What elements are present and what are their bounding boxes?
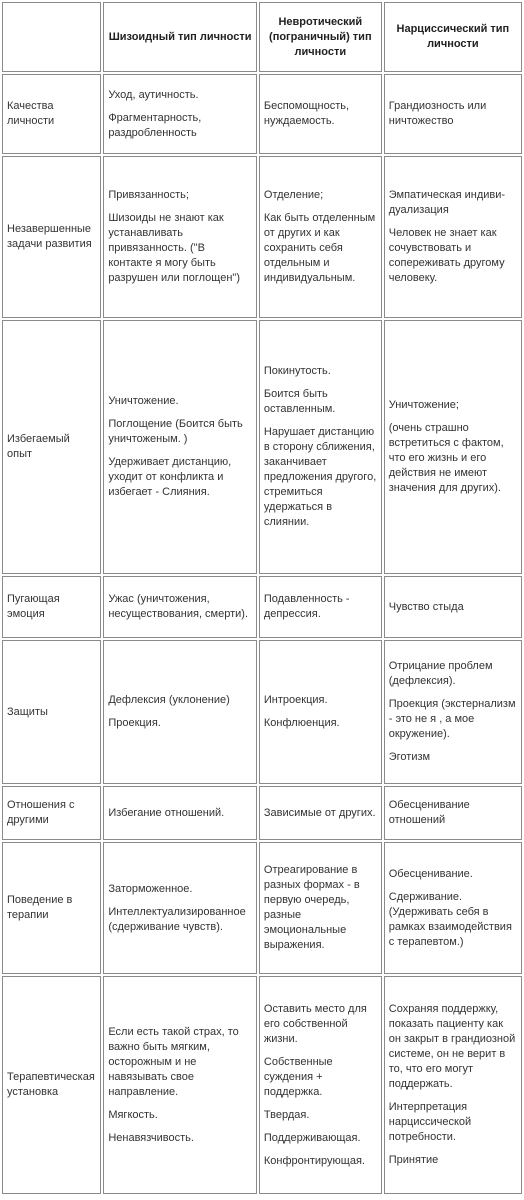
cell-paragraph: Уход, аутичность.: [108, 88, 199, 101]
cell-paragraph: Проекция.: [108, 717, 161, 729]
cell-paragraph: Избегание отношений.: [108, 806, 225, 819]
table-cell-c3: [384, 320, 522, 574]
cell-paragraph: Эмпатическая индиви-дуализация: [388, 189, 506, 216]
table-row: [2, 640, 522, 784]
cell-paragraph: Твердая.: [263, 1108, 310, 1121]
cell-paragraph: Человек не знает как сочувствовать и сопереживать другому человеку.: [388, 227, 505, 284]
cell-paragraph: Сохраняя поддержку, показать пациенту как он закрыт в грандиозной системе, он не верит в то, что его могут поддержать.: [388, 1003, 516, 1090]
cell-paragraph: Дефлексия (уклонение): [108, 694, 230, 706]
cell-paragraph: Как быть отделенным от других и как сохранить себя отдельным и индивидуальным.: [263, 212, 376, 284]
cell-paragraph: Конфронтирующая.: [263, 1154, 365, 1167]
cell-paragraph: Интеллектуализированное (сдерживание чувств).: [108, 905, 246, 933]
cell-paragraph: Покинутость.: [263, 365, 331, 377]
table-row: [2, 320, 522, 574]
header-narcissistic: Нарциссический тип личности: [384, 2, 522, 72]
table-cell-c3: [384, 842, 522, 974]
cell-paragraph: Если есть такой страх, то важно быть мягким, осторожным и не навязывать свое направление.: [108, 1025, 239, 1098]
cell-paragraph: Удерживает дистанцию, уходит от конфликта и избегает - Слияния.: [108, 456, 232, 498]
row-label: Терапевтическая установка: [2, 976, 101, 1194]
table-cell-c2: [259, 842, 382, 974]
cell-paragraph: Обесценивание.: [388, 867, 473, 880]
row-label: Защиты: [2, 640, 101, 784]
header-schizoid: Шизоидный тип личности: [103, 2, 257, 72]
cell-paragraph: Мягкость.: [108, 1108, 158, 1121]
cell-paragraph: Шизоиды не знают как устанавливать привязанность. ("В контакте я могу быть разрушен или поглощен"): [108, 212, 240, 284]
cell-paragraph: Привязанность;: [108, 189, 189, 201]
table-cell-c2: [259, 320, 382, 574]
table-cell-c3: [384, 156, 522, 318]
table-cell-c1: [103, 74, 257, 154]
cell-paragraph: Отделение;: [263, 189, 324, 201]
table-cell-c1: [103, 576, 257, 638]
cell-paragraph: Уничтожение.: [108, 395, 179, 407]
table-cell-c1: [103, 842, 257, 974]
table-cell-c2: [259, 976, 382, 1194]
table-cell-c2: [259, 786, 382, 840]
cell-paragraph: Нарушает дистанцию в сторону сближения, заканчивает предложения другого, стремиться удержаться в слиянии.: [263, 426, 377, 528]
table-row: [2, 156, 522, 318]
header-corner-cell: [2, 2, 101, 72]
cell-paragraph: Интерпретация нарциссической потребности.: [388, 1101, 472, 1143]
cell-paragraph: Оставить место для его собственной жизни.: [263, 1002, 367, 1045]
cell-paragraph: Обесценивание отношений: [388, 799, 470, 826]
cell-paragraph: Уничтожение;: [388, 399, 459, 411]
cell-paragraph: Беспомощность, нуждаемость.: [263, 100, 350, 127]
cell-paragraph: Эготизм: [388, 751, 431, 763]
cell-paragraph: Подавленность - депрессия.: [263, 593, 350, 620]
table-cell-c1: [103, 976, 257, 1194]
cell-paragraph: (очень страшно встретиться с фактом, что его жизнь и его действия не имеют значения для других).: [388, 422, 504, 494]
table-cell-c3: [384, 576, 522, 638]
cell-paragraph: Ужас (уничтожения, несуществования, смерти).: [108, 593, 249, 620]
table-cell-c3: [384, 74, 522, 154]
table-cell-c2: [259, 74, 382, 154]
cell-paragraph: Ненавязчивость.: [108, 1131, 194, 1144]
table-cell-c1: [103, 320, 257, 574]
cell-paragraph: Поглощение (Боится быть уничтоженым. ): [108, 418, 243, 445]
cell-paragraph: Чувство стыда: [388, 600, 464, 613]
table-row: [2, 842, 522, 974]
cell-paragraph: Боится быть оставленным.: [263, 388, 336, 415]
table-cell-c3: [384, 976, 522, 1194]
table-cell-c2: [259, 640, 382, 784]
cell-paragraph: Интроекция.: [263, 694, 328, 706]
row-label: Незавершенные задачи развития: [2, 156, 101, 318]
table-row: [2, 74, 522, 154]
table-cell-c2: [259, 576, 382, 638]
cell-paragraph: Сдерживание. (Удерживать себя в рамках взаимодействия с терапевтом.): [388, 890, 512, 948]
row-label: Отношения с другими: [2, 786, 101, 840]
table-cell-c3: [384, 786, 522, 840]
table-body: [2, 74, 522, 1194]
cell-paragraph: Отреагирование в разных формах - в первую очередь, разные эмоциональные выражения.: [263, 864, 360, 951]
table-cell-c1: [103, 786, 257, 840]
table-row: [2, 786, 522, 840]
cell-paragraph: Фрагментарность, раздробленность: [108, 111, 202, 139]
header-row: [2, 2, 522, 72]
cell-paragraph: Заторможенное.: [108, 882, 193, 895]
table-cell-c1: [103, 640, 257, 784]
table-row: [2, 576, 522, 638]
cell-paragraph: Поддерживающая.: [263, 1131, 361, 1144]
table-cell-c3: [384, 640, 522, 784]
cell-paragraph: Зависимые от других.: [263, 806, 376, 819]
table-cell-c2: [259, 156, 382, 318]
cell-paragraph: Отрицание проблем (дефлексия).: [388, 660, 493, 687]
row-label: Поведение в терапии: [2, 842, 101, 974]
cell-paragraph: Конфлюенция.: [263, 717, 340, 729]
table-row: [2, 976, 522, 1194]
row-label: Качества личности: [2, 74, 101, 154]
table-cell-c1: [103, 156, 257, 318]
cell-paragraph: Проекция (экстернализм - это не я , а мое окружение).: [388, 698, 516, 740]
cell-paragraph: Собственные суждения + поддержка.: [263, 1055, 333, 1098]
row-label: Пугающая эмоция: [2, 576, 101, 638]
cell-paragraph: Принятие: [388, 1154, 439, 1166]
row-label: Избегаемый опыт: [2, 320, 101, 574]
header-neurotic: Невротический (пограничный) тип личности: [259, 2, 382, 72]
cell-paragraph: Грандиозность или ничтожество: [388, 100, 487, 127]
